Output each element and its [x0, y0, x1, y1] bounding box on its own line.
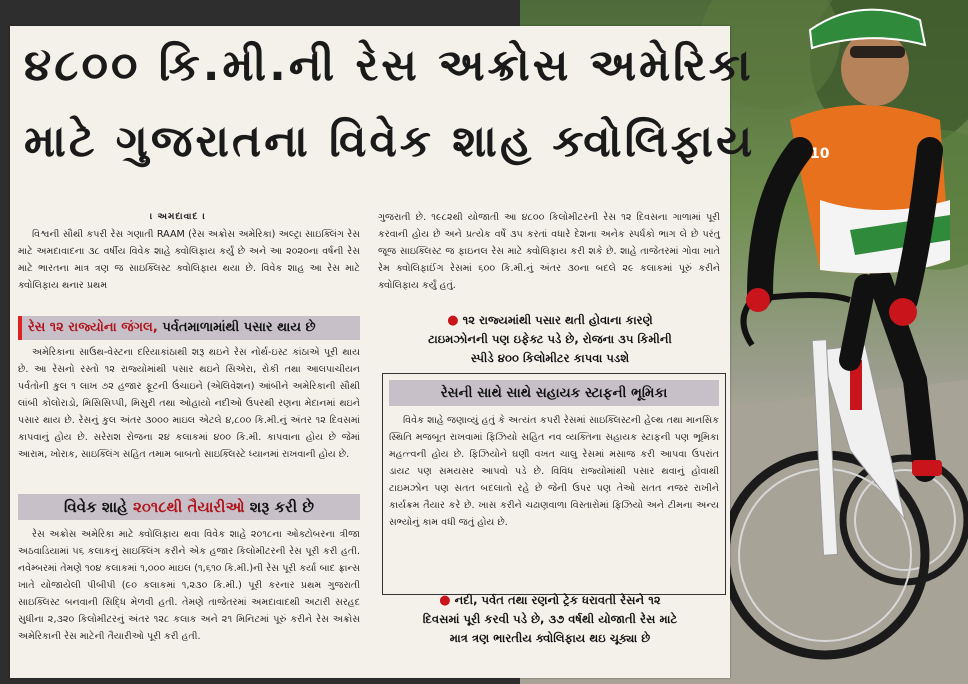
intro-left-column: [18, 226, 360, 294]
subheading-twelve-states-black: પર્વતમાળામાંથી પસાર થાય છે: [157, 320, 316, 335]
headline-line2: માટે ગુજરાતના વિવેક શાહ ક્વોલિફાય: [24, 116, 756, 167]
pull-quote-timezone-line1: ૧૨ રાજ્યમાંથી પસાર થતી હોવાના કારણે: [458, 313, 653, 327]
support-staff-text: વિવેક શાહે જણાવ્યું હતું કે અત્યંત કપરી રેસમાં સાઇક્લિસ્ટની હેલ્થ તથા માનસિક સ્થિતિ મજબૂત રાખવામાં ફિઝિયો સહિત નવ વ્યક્તિના સહાયક સ્ટાફની પણ ભૂમિકા મહત્ત્વની હોય છે. ફિઝિયોને ઘણી વખત ચાલુ રેસમાં મસાજ કરી આપવા ઉપરાંત ડાયટ પણ સમયસર આપવો પડે છે. વિવિધ રાજ્યોમાંથી પસાર થવાનું હોવાથી ટાઇમઝોન પણ સતત બદલાતો રહે છે જેની ઉપર પણ તેઓ સતત નજર રાખીને કાર્યક્રમ તૈયાર કરે છે. ખાસ કરીને ચઢાણવાળા વિસ્તારોમાં ફિઝિયો અને ટીમના અન્ય સભ્યોનું કામ વધી જતું હોય છે.: [389, 415, 719, 528]
pull-quote-qualifiers-line1: નદી, પર્વત તથા રણનો ટ્રેક ધરાવતી રેસને ૧૨: [450, 593, 661, 607]
jersey-number: 10: [810, 146, 830, 162]
intro-left-text: વિશ્વની સૌથી કપરી રેસ ગણાતી RAAM (રેસ અક્રોસ અમેરિકા) અલ્ટ્રા સાઇક્લિંગ રેસ માટે અમદાવાદના ૩૮ વર્ષીય વિવેક શાહે ક્વોલિફાય કર્યું છે અને આ ૨૦૨૦ના વર્ષની રેસ માટે ભારતના માત્ર ત્રણ જ સાઇક્લિસ્ટ ક્વોલિફાય થયા છે. વિવેક શાહ આ રેસ માટે ક્વોલિફાય થનાર પ્રથમ: [18, 229, 360, 291]
route-section: [18, 344, 360, 463]
bullet-icon: ●: [439, 593, 451, 608]
preparation-text: રેસ અક્રોસ અમેરિકા માટે ક્વોલિફાય થવા વિવેક શાહે ૨૦૧૮ના ઓક્ટોબરના ત્રીજા અઠવાડિયામાં ૫૬ કલાકનું સાઇક્લિંગ કરીને એક હજાર કિલોમીટરની રેસ પૂરી કરી હતી. નવેમ્બરમાં તેમણે ૧૦૪ કલાકમાં ૧,૦૦૦ માઇલ (૧,૬૧૦ કિ.મી.)ની રેસ પૂરી કર્યા બાદ ફ્રાન્સ ખાતે યોજાયેલી પીબીપી (૯૦ કલાકમાં ૧,૨૩૦ કિ.મી.) પૂરી કરનાર પ્રથમ ગુજરાતી સાઇક્લિસ્ટ બનવાની સિદ્ધિ મેળવી હતી. તેમણે તાજેતરમાં અમદાવાદથી અટારી સરહદ સુધીના ૨,૩૨૦ કિલોમીટરનું અંતર ૧૨૮ કલાક અને ૨૧ મિનિટમાં પૂરું કરીને રેસ અક્રોસ અમેરિકાની રેસ માટેની તૈયારીઓ પૂરી કરી હતી.: [18, 529, 360, 642]
bullet-icon: ●: [447, 313, 459, 328]
subheading-preparation-red: ૨૦૧૮થી તૈયારીઓ: [133, 498, 245, 516]
subheading-preparation-black1: વિવેક શાહે: [64, 498, 134, 516]
intro-right-column: [378, 209, 720, 294]
subheading-preparation-black2: શરૂ કરી છે: [244, 498, 314, 516]
headline-line1: ૪૮૦૦ કિ.મી.ની રેસ અક્રોસ અમેરિકા: [24, 40, 754, 91]
pull-quote-qualifiers-line2: દિવસમાં પૂરી કરવી પડે છે, ૩૭ વર્ષથી યોજાતી રેસ માટે: [422, 612, 678, 626]
newspaper-article: [10, 26, 756, 678]
dateline: । અમદાવાદ ।: [150, 212, 207, 222]
pull-quote-timezone-line2: ટાઇમઝોનની પણ ઇફેક્ટ પડે છે, રોજના ૩૫ કિમીની: [428, 332, 672, 346]
subheading-twelve-states-red: રેસ ૧૨ રાજ્યોના જંગલ,: [28, 320, 158, 335]
support-staff-body: [389, 412, 719, 531]
support-staff-box: [382, 373, 726, 595]
pull-quote-qualifiers: [380, 591, 720, 648]
intro-right-text: ગુજરાતી છે. ૧૯૮૨થી યોજાતી આ ૪૮૦૦ કિલોમીટરની રેસ ૧૨ દિવસના ગાળામાં પૂરી કરવાની હોય છે અને પ્રત્યેક વર્ષે ૩૫ કરતાં વધારે દેશના અનેક સ્પર્ધકો ભાગ લે છે પરંતુ જૂજ સાઇક્લિસ્ટ જ ફાઇનલ રેસ માટે ક્વોલિફાય કરી શકે છે. શાહે તાજેતરમાં ગોવા ખાતે રેમ ક્વોલિફાઈંગ રેસમાં ૬૦૦ કિ.મી.નું અંતર ૩૦ના બદલે ૨૯ કલાકમાં પૂરું કરીને ક્વોલિફાય કર્યું હતું.: [378, 212, 720, 291]
pull-quote-timezone-line3: સ્પીડે ૪૦૦ કિલોમીટર કાપવા પડશે: [470, 351, 630, 365]
subheading-twelve-states: [18, 316, 360, 340]
subheading-preparation: [18, 494, 360, 520]
preparation-section: [18, 526, 360, 645]
support-staff-title: રેસની સાથે સાથે સહાયક સ્ટાફની ભૂમિકા: [389, 380, 719, 406]
pull-quote-qualifiers-line3: માત્ર ત્રણ ભારતીય ક્વોલિફાય થઇ ચૂક્યા છે: [449, 631, 651, 645]
pull-quote-timezone: [380, 311, 720, 368]
route-text: અમેરિકાના સાઉથ-વેસ્ટના દરિયાકાંઠાથી શરૂ થઇને રેસ નોર્થ-ઇસ્ટ કાંઠાએ પૂરી થાય છે. આ રેસનો રસ્તો ૧૨ રાજ્યોમાંથી પસાર થઇને સિએરા, રોકી તથા આલપાચીયન પર્વતોની કુલ ૧ લાખ ૭૨ હજાર ફૂટની ઉંચાઇને (એલિવેશન) આંબીને અમેરિકાની સૌથી લાંબી કોલોરાડો, મિસિસિપ્પી, મિસુરી તથા ઓહાયો નદીઓ ઉપરથી રણના મેદાનમાં થઇને પસાર થાય છે. રેસનું કુલ અંતર ૩૦૦૦ માઇલ એટલે ૪,૮૦૦ કિ.મી.નું અંતર ૧૨ દિવસમાં કાપવાનું હોય છે. સરેરાશ રોજના ૨૪ કલાકમાં ૪૦૦ કિ.મી. કાપવાના હોય છે જેમાં આરામ, ખોરાક, સાઇક્લિંગ સહિત તમામ બાબતો સાઇક્લિસ્ટે ધ્યાનમાં રાખવાની હોય છે.: [18, 347, 360, 460]
